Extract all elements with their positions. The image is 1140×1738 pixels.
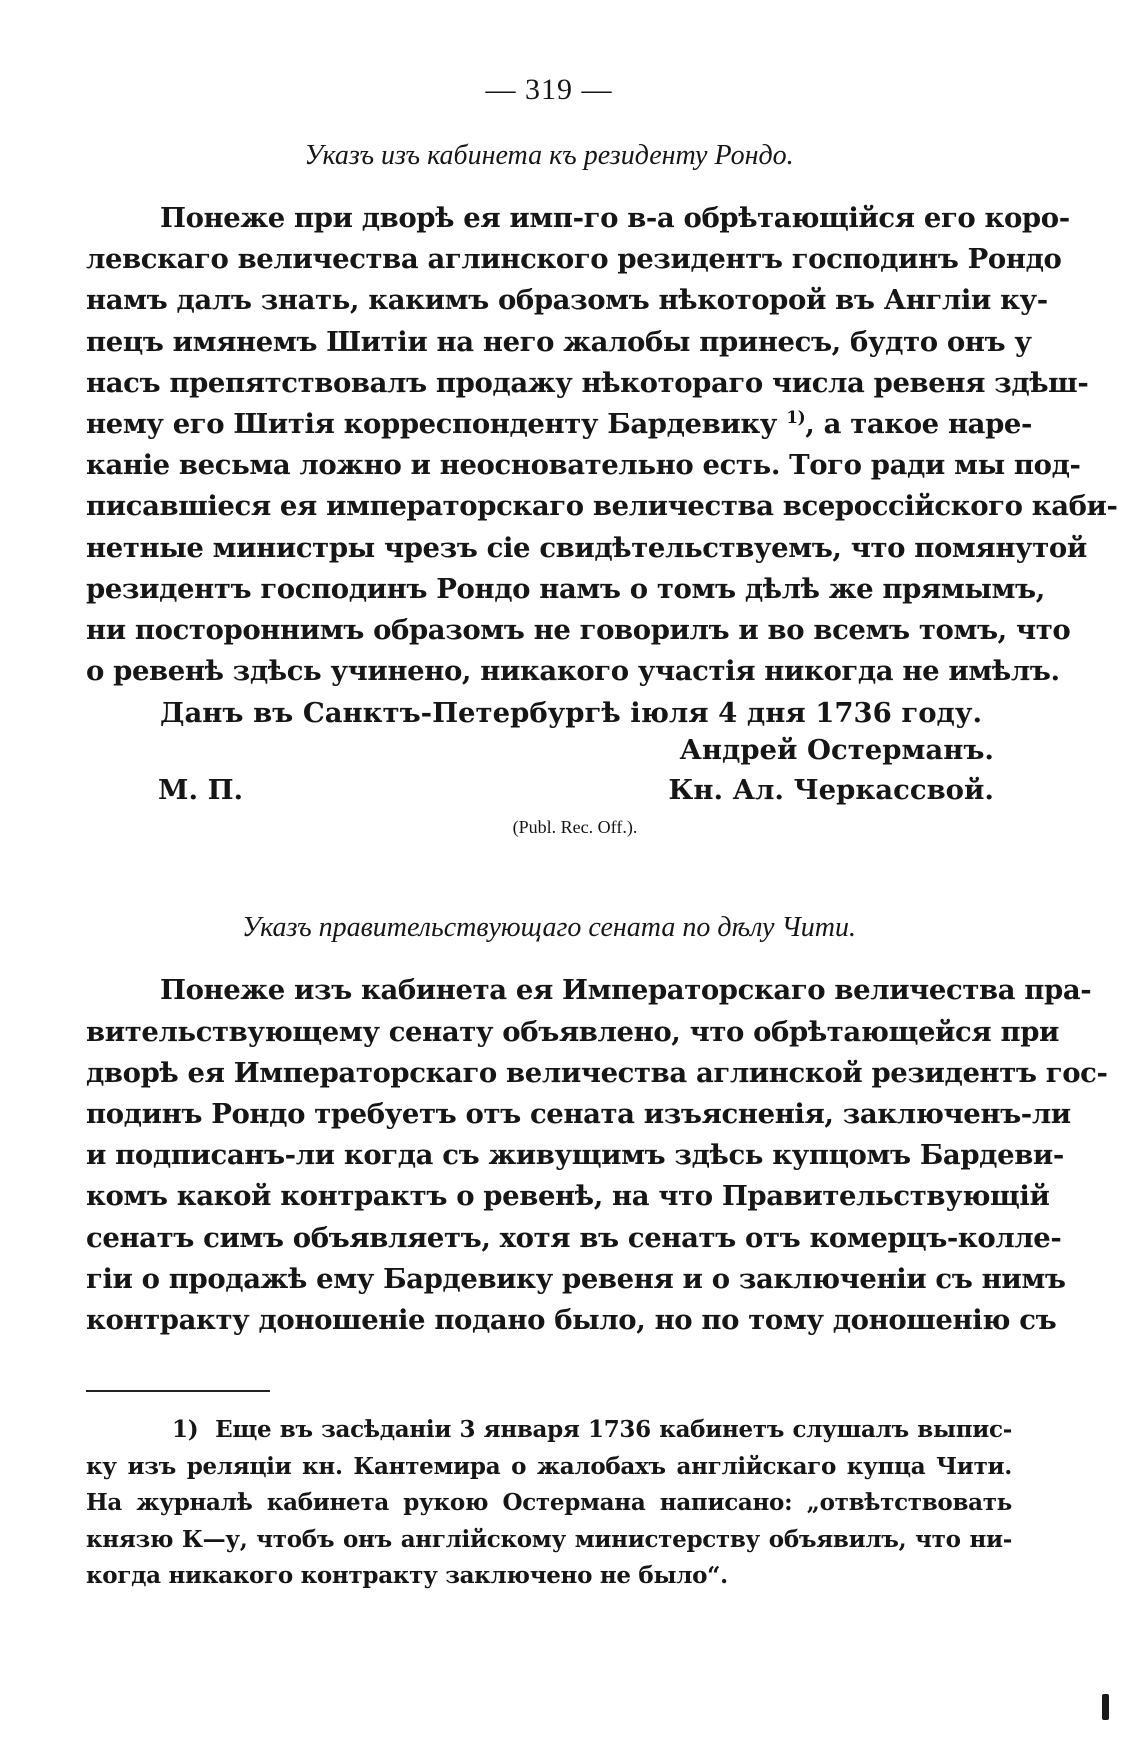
text-line-head: нему его Шитія корреспонденту Бардевику [86,408,778,441]
text-line-tail: , а такое наре- [805,408,1033,441]
footnote-reference[interactable]: 1) [786,407,806,428]
footnote-line: князю К—у, чтобъ онъ англійскому министерству объявилъ, что ни- [86,1525,1012,1553]
page-body [86,72,1118,1341]
text-line: о ревенѣ здѣсь учинено, никакого участія никогда не имѣлъ. [86,655,1060,688]
text-line: каніе весьма ложно и неосновательно есть. Того ради мы под- [86,449,1081,482]
scan-artifact-mark [1102,1694,1109,1720]
source-reference: (Publ. Rec. Off.). [512,817,638,838]
footnote [86,1412,1012,1595]
footnote-line: когда никакого контракту заключено не было“. [86,1562,728,1589]
section-2-heading: Указъ правительствующаго сената по дѣлу Чити. [242,912,856,944]
signature-row-1 [86,734,1012,774]
signature-osterman: Андрей Остерманъ. [679,734,994,767]
text-line: подинъ Рондо требуетъ отъ сената изъясненія, заключенъ-ли [86,1098,1071,1131]
footnote-line-first [86,1412,1012,1449]
text-line: комъ какой контрактъ о ревенѣ, на что Правительствующій [86,1180,1050,1213]
footnote-divider [86,1390,270,1392]
text-line: Понеже при дворѣ ея имп-го в-а обрѣтающійся его коро- [160,202,1070,234]
text-line: насъ препятствовалъ продажу нѣкотораго числа ревеня здѣш- [86,366,1089,399]
footnote-line: ку изъ реляціи кн. Кантемира о жалобахъ англійскаго купца Чити. [86,1452,1012,1480]
text-line: Понеже изъ кабинета ея Императорскаго величества пра- [160,974,1092,1007]
section-1-paragraph [86,198,1118,692]
text-line: нетные министры чрезъ сіе свидѣтельствуемъ, что помянутой [86,531,1087,564]
footnote-marker: 1) [172,1416,199,1443]
text-line: резидентъ господинъ Рондо намъ о томъ дѣлѣ же прямымъ, [86,572,1045,605]
text-line: левскаго величества аглинского резидентъ господинъ Рондо [86,243,1062,276]
signature-cherkassky: Кн. Ал. Черкассвой. [668,774,994,807]
footnote-text: Еще въ засѣданіи 3 января 1736 кабинетъ слушалъ выпис- [215,1416,1012,1443]
date-line: Данъ въ Санктъ-Петербургѣ іюля 4 дня 1736 году. [160,697,983,730]
text-line: пецъ имянемъ Шитіи на него жалобы принесъ, будто онъ у [86,325,1032,358]
text-line: гіи о продажѣ ему Бардевику ревеня и о заключеніи съ нимъ [86,1262,1066,1295]
text-line-with-footnote [86,404,1033,445]
section-1-heading: Указъ изъ кабинета къ резиденту Рондо. [304,140,794,171]
text-line: намъ далъ знать, какимъ образомъ нѣкоторой въ Англіи ку- [86,284,1048,317]
signature-row-2 [86,774,1012,814]
seal-mark: М. П. [158,774,244,807]
text-line: писавшіеся ея императорскаго величества всероссійского каби- [86,490,1118,523]
text-line: дворѣ ея Императорскаго величества аглинской резидентъ гос- [86,1056,1108,1089]
text-line: контракту доношеніе подано было, но по тому доношенію съ [86,1304,1057,1337]
text-line: и подписанъ-ли когда съ живущимъ здѣсь купцомъ Бардеви- [86,1139,1064,1172]
footnote-line: На журналѣ кабинета рукою Остермана написано: „отвѣтствовать [86,1489,1012,1516]
page-number: — 319 — [485,73,613,106]
text-line: сенатъ симъ объявляетъ, хотя въ сенатъ отъ комерцъ-колле- [86,1221,1062,1254]
text-line: ни постороннимъ образомъ не говорилъ и во всемъ томъ, что [86,614,1071,647]
text-line: вительствующему сенату объявлено, что обрѣтающейся при [86,1015,1060,1048]
section-2-paragraph [86,970,1108,1341]
